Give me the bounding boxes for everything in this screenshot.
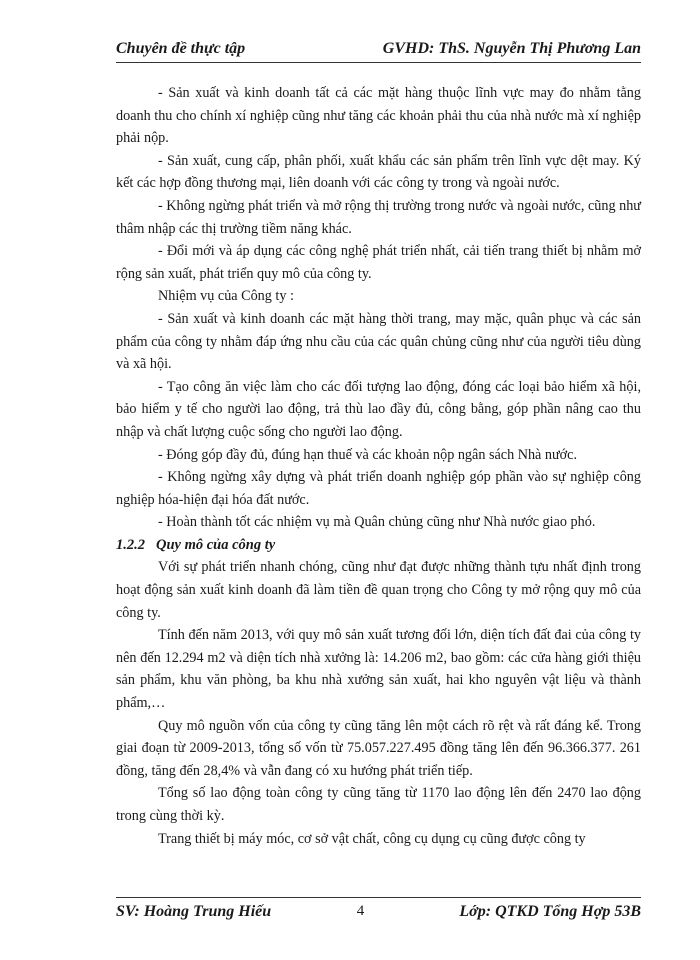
paragraph-task-1: - Sản xuất và kinh doanh các mặt hàng thời trang, may mặc, quân phục và các sản phẩm của công ty nhằm đáp ứng nhu cầu của các quân chủng cũng như của người tiêu dùng và xã hội.: [116, 310, 641, 373]
paragraph-objective-1: - Sản xuất và kinh doanh tất cả các mặt hàng thuộc lĩnh vực may đo nhằm tằng doanh thu cho chính xí nghiệp cũng như tăng các khoản phải thu của nhà nước mà xí nghiệp phải nộp.: [116, 85, 641, 147]
paragraph-task-5: - Hoàn thành tốt các nhiệm vụ mà Quân chủng cũng như Nhà nước giao phó.: [158, 514, 596, 531]
paragraph-task-3: - Đóng góp đầy đủ, đúng hạn thuế và các khoản nộp ngân sách Nhà nước.: [158, 446, 578, 463]
footer-class: Lớp: QTKD Tổng Hợp 53B: [459, 903, 641, 920]
page-number: 4: [356, 903, 365, 919]
header-supervisor: GVHD: ThS. Nguyễn Thị Phương Lan: [382, 40, 641, 57]
paragraph-objective-3: - Không ngừng phát triển và mở rộng thị trường trong nước và ngoài nước, cũng như thâm nhập các thị trường tiềm năng khác.: [116, 197, 641, 237]
page-footer: [116, 897, 641, 926]
section-heading: [116, 534, 641, 557]
header-document-type: Chuyên đề thực tập: [116, 40, 246, 57]
paragraph-task-4: - Không ngừng xây dựng và phát triển doanh nghiệp góp phần vào sự nghiệp công nghiệp hóa-hiện đại hóa đất nước.: [116, 469, 641, 508]
section-number: 1.2.2: [116, 536, 145, 553]
page-header: [116, 38, 641, 63]
paragraph-scale-1: Với sự phát triển nhanh chóng, cũng như đạt được những thành tựu nhất định trong hoạt động sản xuất kinh doanh đã làm tiền đề quan trọng cho Công ty mở rộng quy mô của công ty.: [116, 559, 641, 621]
paragraph-objective-4: - Đổi mới và áp dụng các công nghệ phát triển nhất, cải tiến trang thiết bị nhằm mở rộng sản xuất, phát triển quy mô của công ty.: [116, 243, 641, 282]
page-body: [116, 82, 641, 850]
paragraph-scale-4: Tổng số lao động toàn công ty cũng tăng từ 1170 lao động lên đến 2470 lao động trong cùng thời kỳ.: [116, 785, 641, 824]
paragraph-task-2: - Tạo công ăn việc làm cho các đối tượng lao động, đóng các loại bảo hiểm xã hội, bảo hiểm y tế cho người lao động, trả thù lao đầy đủ, công bằng, góp phần nâng cao thu nhập và chất lượng cuộc sống cho người lao động.: [116, 378, 641, 440]
paragraph-objective-2: - Sản xuất, cung cấp, phân phối, xuất khẩu các sản phẩm trên lĩnh vực dệt may. Ký kết các hợp đồng thương mại, liên doanh với các công ty trong và ngoài nước.: [116, 152, 641, 192]
paragraph-scale-3: Quy mô nguồn vốn của công ty cũng tăng lên một cách rõ rệt và rất đáng kể. Trong giai đoạn từ 2009-2013, tổng số vốn từ 75.057.227.495 đồng tăng lên đến 96.366.377. 261 đồng, tăng đến 28,4% và vẫn đang có xu hướng phát triển tiếp.: [116, 717, 641, 779]
section-title: Quy mô của công ty: [156, 536, 276, 553]
paragraph-scale-5: Trang thiết bị máy móc, cơ sở vật chất, công cụ dụng cụ cũng được công ty: [158, 830, 586, 847]
tasks-label: Nhiệm vụ của Công ty :: [158, 288, 294, 305]
footer-student-name: SV: Hoàng Trung Hiếu: [116, 903, 272, 920]
paragraph-scale-2: Tính đến năm 2013, với quy mô sản xuất tương đối lớn, diện tích đất đai của công ty nên đến 12.294 m2 và diện tích nhà xưởng là: 14.206 m2, bao gồm: các cửa hàng giới thiệu sản phẩm, khu văn phòng, ba khu nhà xưởng sản xuất, hai kho nguyên vật liệu và thành phẩm,…: [116, 627, 641, 712]
